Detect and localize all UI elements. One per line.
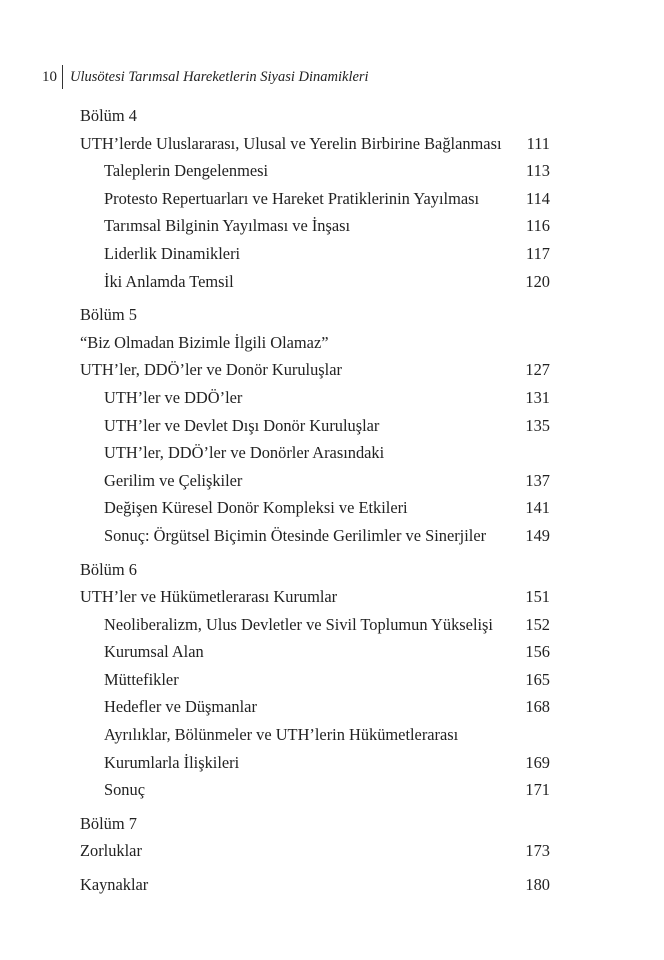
page-ref: 116 bbox=[526, 216, 550, 236]
page-ref: 137 bbox=[525, 470, 550, 490]
page-ref: 151 bbox=[525, 587, 550, 607]
section-title: UTH’ler ve DDÖ’ler bbox=[104, 387, 243, 407]
section-title: Ayrılıklar, Bölünmeler ve UTH’lerin Hükümetlerarası bbox=[104, 725, 459, 745]
chapter-subtitle: “Biz Olmadan Bizimle İlgili Olamaz” bbox=[80, 332, 329, 352]
page-ref: 180 bbox=[525, 875, 550, 895]
page-ref: 114 bbox=[526, 188, 550, 208]
section-entry[interactable] bbox=[80, 776, 550, 804]
page-ref: 135 bbox=[525, 415, 550, 435]
section-entry[interactable] bbox=[80, 638, 550, 666]
chapter-title: UTH’ler, DDÖ’ler ve Donör Kuruluşlar bbox=[80, 360, 342, 380]
section-title: Liderlik Dinamikleri bbox=[104, 243, 241, 263]
page-ref: 120 bbox=[525, 271, 550, 291]
chapter-label: Bölüm 4 bbox=[80, 106, 137, 125]
section-title: Neoliberalizm, Ulus Devletler ve Sivil Toplumun Yükselişi bbox=[104, 614, 493, 634]
section-title: UTH’ler, DDÖ’ler ve Donörler Arasındaki bbox=[104, 443, 385, 463]
page-ref: 127 bbox=[525, 360, 550, 380]
toc-entry[interactable] bbox=[80, 130, 550, 158]
chapter-title: UTH’ler ve Hükümetlerarası Kurumlar bbox=[80, 587, 338, 607]
section-title: Hedefler ve Düşmanlar bbox=[104, 697, 257, 717]
section-entry[interactable] bbox=[80, 412, 550, 440]
page-ref: 152 bbox=[525, 614, 550, 634]
chapter-label: Bölüm 5 bbox=[80, 305, 137, 325]
section-entry[interactable] bbox=[80, 522, 550, 550]
page-ref: 149 bbox=[525, 525, 550, 545]
page-ref: 156 bbox=[525, 642, 550, 662]
section-title: Kurumlarla İlişkileri bbox=[104, 752, 240, 772]
table-of-contents bbox=[80, 102, 550, 899]
chapter-title: UTH’lerde Uluslararası, Ulusal ve Yerelin Birbirine Bağlanması bbox=[80, 133, 502, 153]
section-entry[interactable] bbox=[80, 721, 550, 749]
chapter-title: Zorluklar bbox=[80, 841, 142, 861]
section-entry[interactable] bbox=[80, 666, 550, 694]
page-ref: 113 bbox=[526, 161, 550, 181]
toc-entry[interactable] bbox=[80, 837, 550, 865]
chapter-block bbox=[80, 556, 550, 804]
page-ref: 165 bbox=[525, 669, 550, 689]
section-title: Değişen Küresel Donör Kompleksi ve Etkileri bbox=[104, 498, 408, 518]
chapter-label: Bölüm 7 bbox=[80, 813, 137, 833]
chapter-block bbox=[80, 301, 550, 549]
toc-entry[interactable] bbox=[80, 356, 550, 384]
section-entry[interactable] bbox=[80, 467, 550, 495]
page-ref: 131 bbox=[525, 387, 550, 407]
running-title: Ulusötesi Tarımsal Hareketlerin Siyasi Dinamikleri bbox=[70, 68, 369, 85]
header-divider bbox=[62, 65, 63, 89]
section-entry[interactable] bbox=[80, 185, 550, 213]
section-entry[interactable] bbox=[80, 212, 550, 240]
page-ref: 173 bbox=[525, 841, 550, 861]
section-entry[interactable] bbox=[80, 611, 550, 639]
page-ref: 141 bbox=[525, 498, 550, 518]
page-ref: 168 bbox=[525, 697, 550, 717]
section-entry[interactable] bbox=[80, 157, 550, 185]
chapter-label: Bölüm 6 bbox=[80, 559, 137, 579]
toc-entry[interactable] bbox=[80, 583, 550, 611]
section-entry[interactable] bbox=[80, 494, 550, 522]
section-title: UTH’ler ve Devlet Dışı Donör Kuruluşlar bbox=[104, 415, 380, 435]
section-entry[interactable] bbox=[80, 749, 550, 777]
section-entry[interactable] bbox=[80, 439, 550, 467]
page-ref: 171 bbox=[525, 780, 550, 800]
section-entry[interactable] bbox=[80, 268, 550, 296]
section-title: Taleplerin Dengelenmesi bbox=[104, 161, 269, 181]
page-ref: 169 bbox=[525, 752, 550, 772]
section-entry[interactable] bbox=[80, 384, 550, 412]
references-entry[interactable] bbox=[80, 871, 550, 899]
page-ref: 117 bbox=[526, 243, 550, 263]
section-title: İki Anlamda Temsil bbox=[104, 271, 234, 291]
section-entry[interactable] bbox=[80, 693, 550, 721]
chapter-block bbox=[80, 810, 550, 865]
section-title: Sonuç bbox=[104, 780, 145, 800]
running-header bbox=[42, 66, 369, 88]
section-title: Protesto Repertuarları ve Hareket Pratiklerinin Yayılması bbox=[104, 188, 480, 208]
references-title: Kaynaklar bbox=[80, 875, 149, 895]
chapter-block bbox=[80, 102, 550, 295]
section-title: Sonuç: Örgütsel Biçimin Ötesinde Gerilimler ve Sinerjiler bbox=[104, 525, 487, 545]
section-entry[interactable] bbox=[80, 240, 550, 268]
section-title: Tarımsal Bilginin Yayılması ve İnşası bbox=[104, 216, 351, 236]
section-title: Gerilim ve Çelişkiler bbox=[104, 470, 243, 490]
section-title: Kurumsal Alan bbox=[104, 642, 204, 662]
section-title: Müttefikler bbox=[104, 669, 179, 689]
page-number: 10 bbox=[42, 68, 57, 85]
page-ref: 111 bbox=[526, 133, 550, 153]
